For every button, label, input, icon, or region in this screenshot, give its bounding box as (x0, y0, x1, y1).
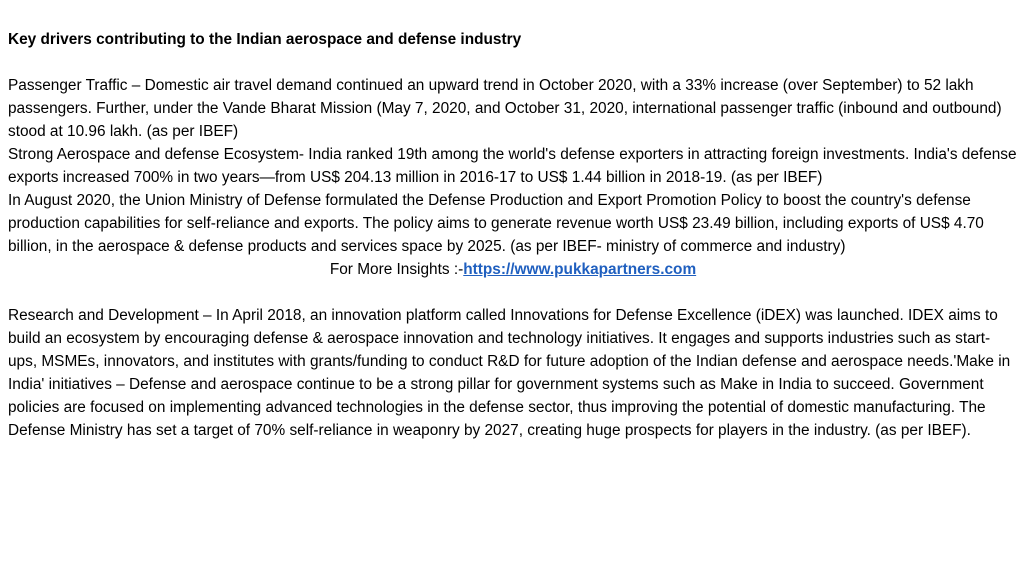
paragraph-export-policy: In August 2020, the Union Ministry of Defense formulated the Defense Production and Export Promotion Policy to boost the country's defense production capabilities for self-reliance and exports. The policy aims to generate revenue worth US$ 23.49 billion, including exports of US$ 4.70 billion, in the aerospace & defense products and services space by 2025. (as per IBEF- ministry of commerce and industry) (8, 192, 984, 255)
spacer (8, 51, 1018, 74)
paragraph-passenger-traffic: Passenger Traffic – Domestic air travel demand continued an upward trend in October 2020, with a 33% increase (over September) to 52 lakh passengers. Further, under the Vande Bharat Mission (May 7, 2020, and October 31, 2020, international passenger traffic (inbound and outbound) stood at 10.96 lakh. (as per IBEF) (8, 77, 1002, 140)
paragraph-defense-ecosystem: Strong Aerospace and defense Ecosystem- India ranked 19th among the world's defense exporters in attracting foreign investments. India's defense exports increased 700% in two years—from US$ 204.13 million in 2016-17 to US$ 1.44 billion in 2018-19. (as per IBEF) (8, 146, 1017, 186)
insights-line (8, 258, 1018, 281)
insights-link[interactable]: https://www.pukkapartners.com (463, 261, 697, 278)
page-title: Key drivers contributing to the Indian aerospace and defense industry (8, 31, 522, 48)
slide-content (8, 28, 1018, 442)
paragraph-research-development: Research and Development – In April 2018, an innovation platform called Innovations for Defense Excellence (iDEX) was launched. IDEX aims to build an ecosystem by encouraging defense & aerospace innovation and technology initiatives. It engages and supports industries such as start-ups, MSMEs, innovators, and institutes with grants/funding to conduct R&D for future adoption of the Indian defense and aerospace needs.'Make in India' initiatives – Defense and aerospace continue to be a strong pillar for government systems such as Make in India to succeed. Government policies are focused on implementing advanced technologies in the defense sector, thus improving the potential of domestic manufacturing. The Defense Ministry has set a target of 70% self-reliance in weaponry by 2027, creating huge prospects for players in the industry. (as per IBEF). (8, 307, 1011, 439)
insights-prefix: For More Insights :- (329, 261, 464, 278)
spacer (8, 281, 1018, 304)
